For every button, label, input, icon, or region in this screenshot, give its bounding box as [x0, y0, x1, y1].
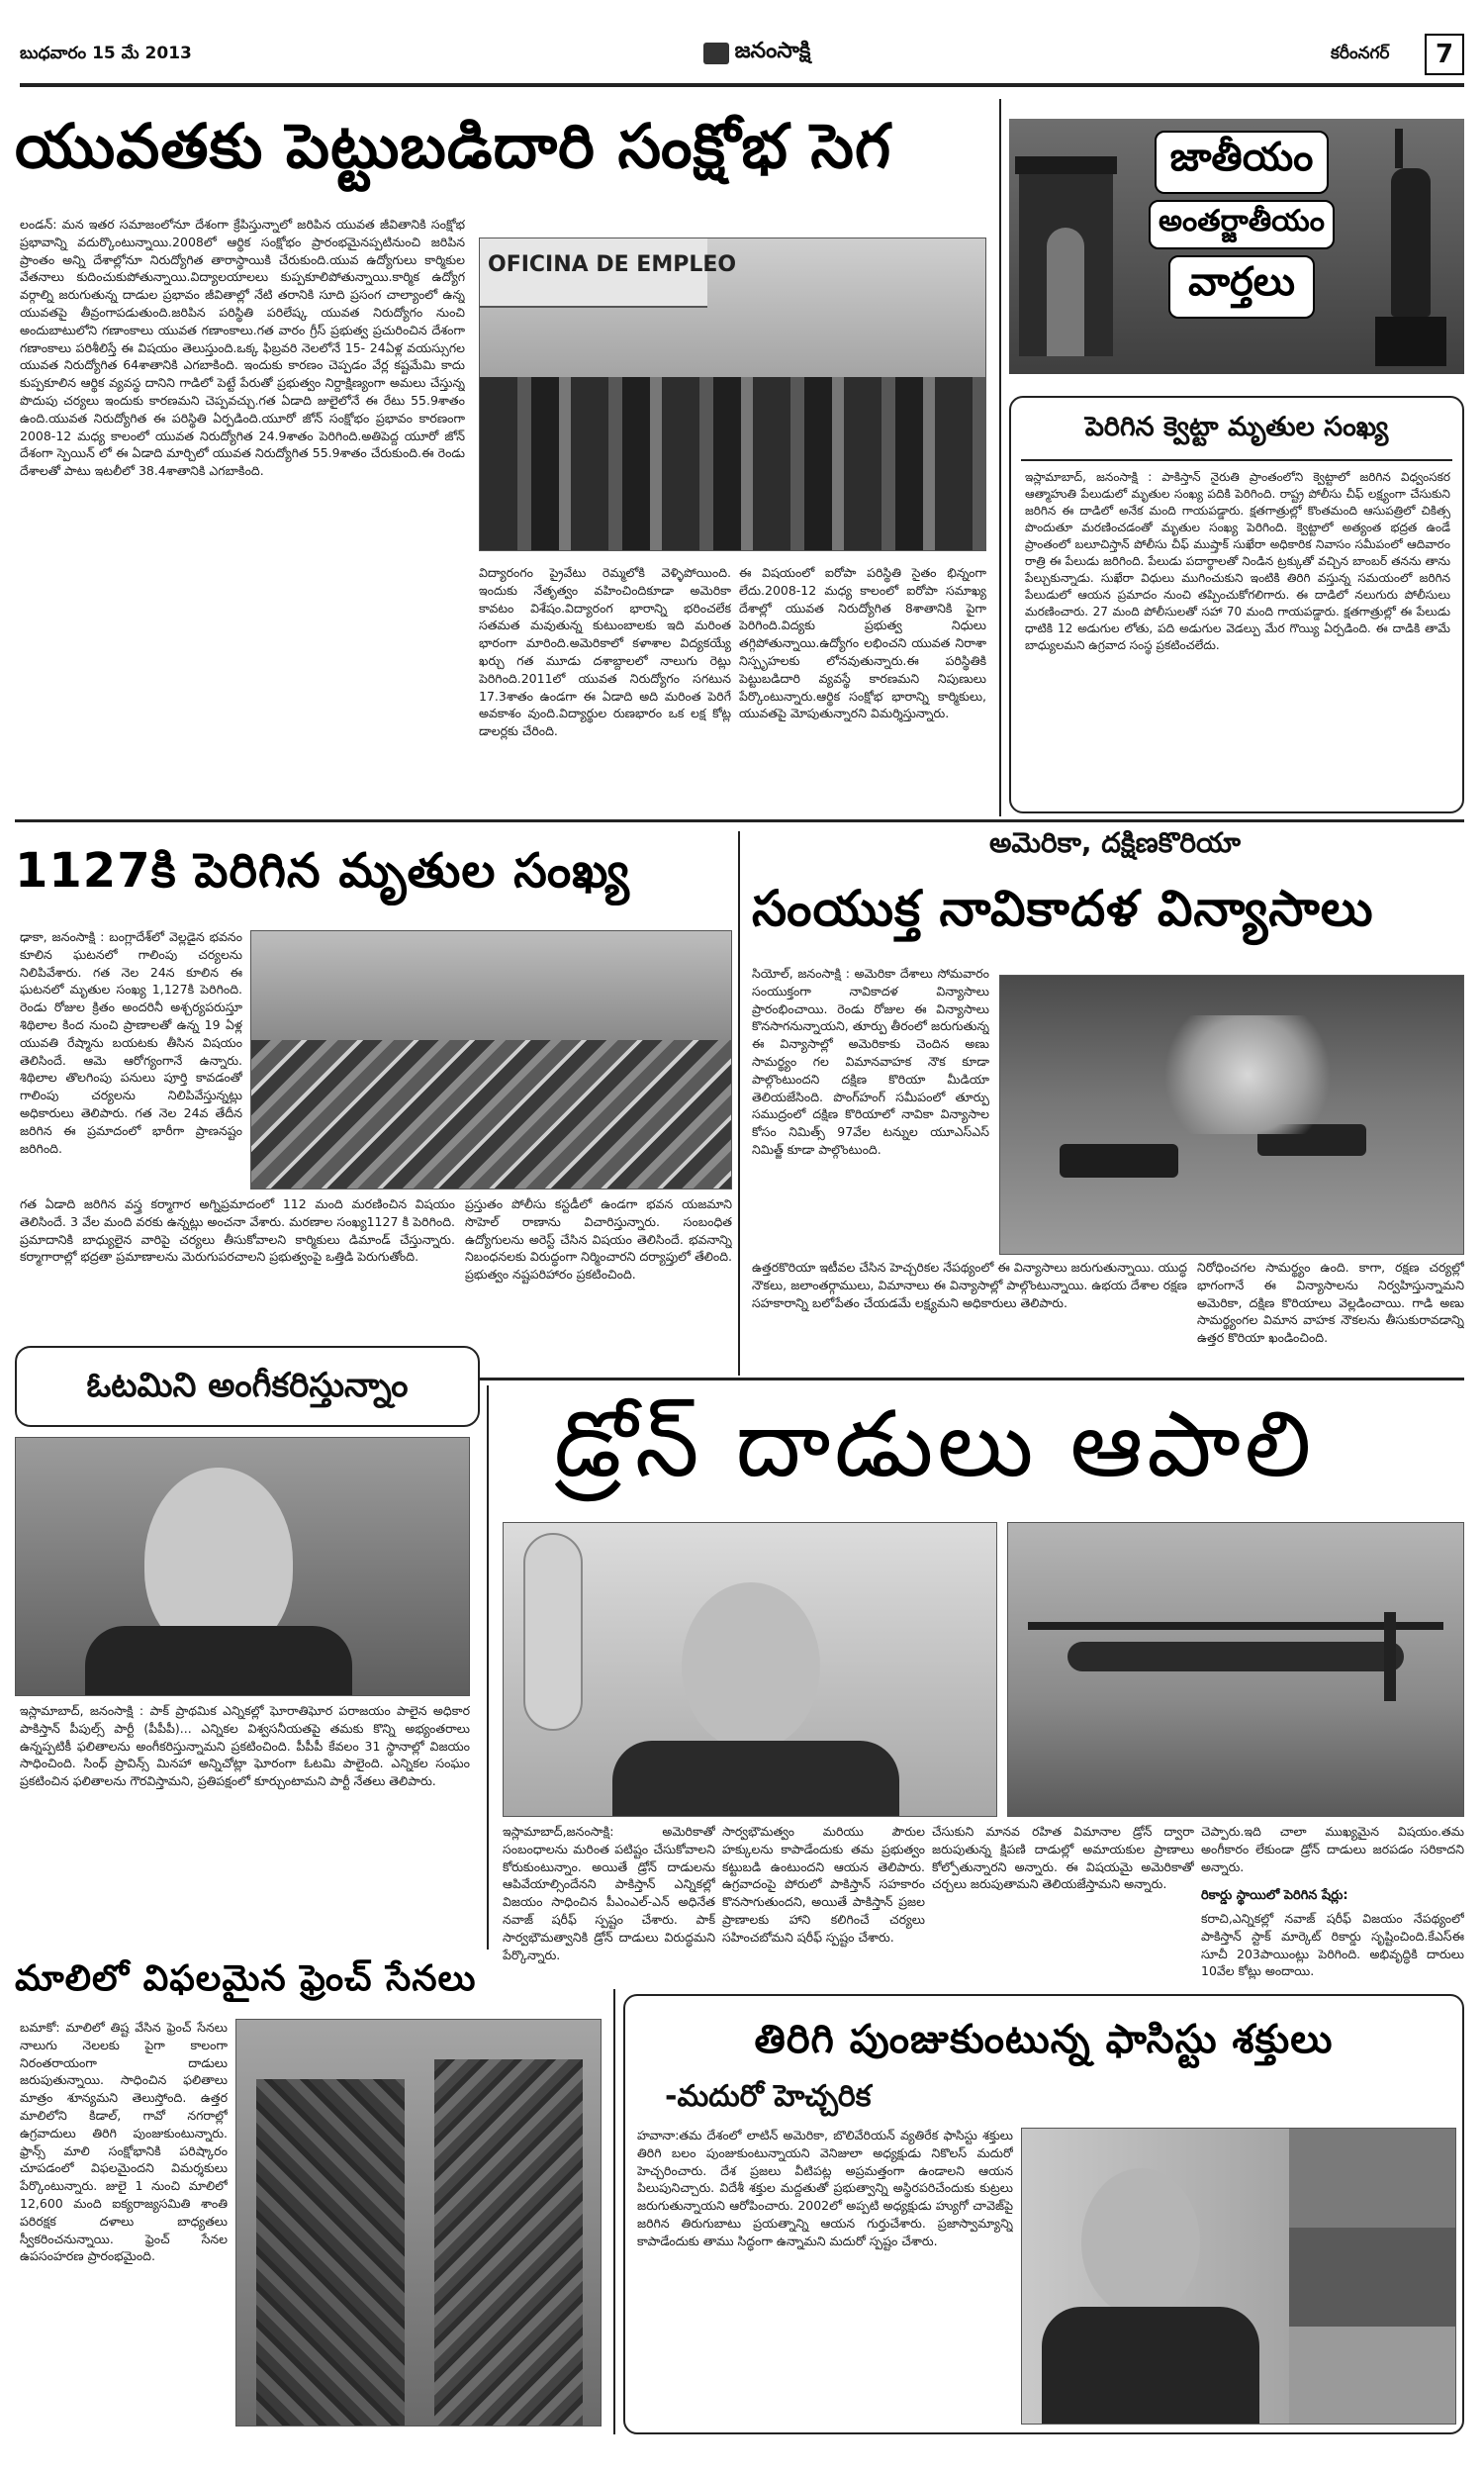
statue-of-liberty-icon	[1365, 129, 1454, 366]
drone-wing	[1028, 1622, 1443, 1630]
feature-box	[1009, 119, 1464, 374]
story1-col4: ఈ విషయంలో ఐరోపా పరిస్థితి సైతం భిన్నంగా లేదు.2008-12 మధ్య కాలంలో ఐరోపా సమాఖ్య దేశాల్లో యువత నిరుద్యోగిత 8శాతానికి పైగా పెరిగింది.విద్యకు ప్రభుత్వ నిధులు తగ్గిపోతున్నాయి.ఉద్యోగం లభించని యువత నిరాశా నిస్పృహలకు లోనవుతున్నారు.ఈ పరిస్థితికి పెట్టుబడిదారి వ్యవస్థే కారణమని నిపుణులు పేర్కొంటున్నారు.ఆర్థిక సంక్షోభ భారాన్ని కార్మికులు, యువతపై మోపుతున్నారని విమర్శిస్తున్నారు.	[739, 565, 986, 721]
story1-col3: విద్యారంగం ప్రైవేటు రెమ్మలోకి వెళ్ళిపోయింది. ఇందుకు నేతృత్వం వహించిందికూడా అమెరికా కావటం విశేషం.విద్యారంగ భారాన్ని భరించలేక సతమత మవుతున్న కుటుంబాలకు ఇది మరింత భారంగా మారింది.అమెరికాలో కళాశాల విద్యకయ్యే ఖర్చు గత మూడు దశాబ్దాలలో నాలుగు రెట్లు పెరిగింది.2011లో యువత నిరుద్యోగం సగటున 17.3శాతం ఉండగా ఈ ఏడాది అది మరింత పెరిగే అవకాశం వుంది.విద్యార్థుల రుణభారం ఒక లక్ష కోట్ల డాలర్లకు చేరింది.	[479, 565, 731, 739]
leader-suit	[612, 1741, 899, 1817]
masthead-title: జనంసాక్షి	[734, 39, 811, 63]
story2-headline: పెరిగిన క్వెట్టా మృతుల సంఖ్య	[1084, 412, 1389, 442]
photo-sign: OFICINA DE EMPLEO	[480, 238, 707, 308]
page-number: 7	[1435, 40, 1454, 69]
story7-body: బమాకో: మాలిలో తిష్ట వేసిన ఫ్రెంచ్ సేనలు నాలుగు నెలలకు పైగా కాలంగా నిరంతరాయంగా దాడులు జరుపుతున్నాయి. సాధించిన ఫలితాలు మాత్రం శూన్యమని తెలుస్తోంది. ఉత్తర మాలిలోని కిడాల్, గావో నగరాల్లో ఉగ్రవాదులు తిరిగి పుంజుకుంటున్నారు. ఫ్రాన్స్ మాలి సంక్షోభానికి పరిష్కారం చూపడంలో విఫలమైందని విమర్శకులు పేర్కొంటున్నారు. జులై 1 నుంచి మాలిలో 12,600 మంది ఐక్యరాజ్యసమితి శాంతి పరిరక్షక దళాలు బాధ్యతలు స్వీకరించనున్నాయి. ఫ్రెంచ్ సేనల ఉపసంహరణ ప్రారంభమైంది.	[20, 2020, 228, 2264]
story3-col2: గత ఏడాది జరిగిన వస్త్ర కర్మాగార అగ్నిప్రమాదంలో 112 మంది మరణించిన విషయం తెలిసిందే. 3 వేల మంది వరకు ఉన్నట్లు అంచనా వేశారు. మరణాల సంఖ్య1127 కి పెరిగింది. ప్రమాదానికి బాధ్యులైన వారిపై చర్యలు తీసుకోవాలని కార్మికులు డిమాండ్ చేస్తున్నారు. కర్మాగారాల్లో భద్రతా ప్రమాణాలను మెరుగుపరచాలని ప్రభుత్వంపై ఒత్తిడి పెరుగుతోంది.	[20, 1196, 455, 1265]
story6-headline: డ్రోన్ దాడులు ఆపాలి	[554, 1391, 1316, 1497]
feature-line1: జాతీయం	[1155, 131, 1330, 194]
drone-tail	[1384, 1612, 1396, 1701]
story8-body: హవానా:తమ దేశంలో లాటిన్ అమెరికా, బొలివేరియన్ వ్యతిరేక ఫాసిస్టు శక్తులు తిరిగి బలం పుంజుకుంటున్నాయని వెనిజులా అధ్యక్షుడు నికొలస్ మదురో హెచ్చరించారు. దేశ ప్రజలు వీటిపట్ల అప్రమత్తంగా ఉండాలని ఆయన పిలుపునిచ్చారు. విదేశీ శక్తుల మద్దతుతో ప్రభుత్వాన్ని అస్థిరపరిచేందుకు కుట్రలు జరుగుతున్నాయని ఆరోపించారు. 2002లో అప్పటి అధ్యక్షుడు హ్యుగో చావెజ్‌పై జరిగిన తిరుగుబాటు ప్రయత్నాన్ని ఆయన గుర్తుచేశారు. ప్రజాస్వామ్యాన్ని కాపాడేందుకు తాము సిద్ధంగా ఉన్నామని మదురో స్పష్టం చేశారు.	[637, 2128, 1013, 2248]
story3-column-rule	[738, 831, 740, 1376]
story3-photo	[250, 930, 732, 1189]
smoke-graphic	[1149, 1015, 1346, 1134]
story1-photo	[479, 238, 986, 551]
story6-photo-drone	[1007, 1522, 1464, 1817]
header-date: బుధవారం 15 మే 2013	[20, 44, 192, 63]
india-gate-icon	[1019, 139, 1113, 356]
story6-col3: చేసుకుని మానవ రహిత విమానాల డ్రోన్ ద్వారా జరుపుతున్న క్షిపణి దాడుల్లో అమాయకుల ప్రాణాలు కోల్పోతున్నారని అన్నారు. ఈ విషయమై అమెరికాతో చర్చలు జరుపుతామని తెలియజేస్తామని అన్నారు.	[932, 1824, 1194, 1892]
story4-col2: ఉత్తరకొరియా ఇటీవల చేసిన హెచ్చరికల నేపథ్యంలో ఈ విన్యాసాలు జరుగుతున్నాయి. యుద్ధ నౌకలు, జలాంతర్గాములు, విమానాలు ఈ విన్యాసాల్లో పాల్గొంటున్నాయి. ఉభయ దేశాల రక్షణ సహకారాన్ని బలోపేతం చేయడమే లక్ష్యమని అధికారులు తెలిపారు.	[752, 1260, 1187, 1310]
story4-col1: సియోల్, జనంసాక్షి : అమెరికా దేశాలు సోమవారం సంయుక్తంగా నావికాదళ విన్యాసాలు ప్రారంభించాయి. రెండు రోజుల ఈ విన్యాసాలు కొనసాగనున్నాయని, తూర్పు తీరంలో జరుగుతున్న ఈ విన్యాసాల్లో అమెరికాకు చెందిన అణు సామర్థ్యం గల విమానవాహక నౌక కూడా పాల్గొంటుందని దక్షిణ కొరియా మీడియా తెలియజేసింది. పొంగ్‌హంగ్ సమీపంలో తూర్పు సముద్రంలో దక్షిణ కొరియాలో నావికా విన్యాసాల కోసం నిమిత్స్‌ 97వేల టన్నుల యూఎస్ఎస్ నిమిత్జ్ కూడా పాల్గొంటుంది.	[752, 966, 989, 1157]
story1-column-rule	[999, 99, 1001, 816]
drone-body	[1067, 1642, 1404, 1671]
story5-photo	[15, 1437, 470, 1696]
story3-headline: 1127కి పెరిగిన మృతుల సంఖ్య	[15, 843, 630, 899]
story7-column-rule	[613, 1989, 615, 2434]
divider-1	[15, 819, 1464, 822]
story7-headline: మాలిలో విఫలమైన ఫ్రెంచ్ సేనలు	[15, 1958, 477, 1999]
masthead-logo	[653, 36, 861, 71]
masthead-icon	[703, 43, 729, 64]
soldier-right	[434, 2059, 583, 2426]
header-city: కరీంనగర్	[1331, 44, 1390, 63]
story8-box	[623, 1994, 1464, 2434]
rubble-graphic	[251, 1040, 732, 1189]
story6-photo-leader	[503, 1522, 997, 1817]
tank-graphic	[1060, 1144, 1178, 1178]
page-header	[20, 30, 1464, 79]
story5-body: ఇస్లామాబాద్, జనంసాక్షి : పాక్ ప్రాథమిక ఎన్నికల్లో ఘోరాతిఘోర పరాజయం పాలైన అధికార పాకిస్తాన్ పీపుల్స్ పార్టీ (పీపీపీ)... ఎన్నికల విశ్వసనీయతపై తమకు కొన్ని అభ్యంతరాలు ఉన్నప్పటికీ ఫలితాలను అంగీకరిస్తున్నామని ప్రకటించింది. పీపీపీ కేవలం 31 స్థానాల్లో విజయం సాధించింది. సింధ్ ప్రావిన్స్ మినహా అన్నిచోట్లా ఘోరంగా ఓటమి పాలైంది. ఎన్నికల సంఘం ప్రకటించిన ఫలితాలను గౌరవిస్తామని, ప్రతిపక్షంలో కూర్చుంటామని పార్టీ నేతలు తెలిపారు.	[20, 1703, 470, 1789]
story6-col4b: కరాచి,ఎన్నికల్లో నవాజ్ షరీఫ్ విజయం నేపథ్యంలో పాకిస్తాన్ స్టాక్ మార్కెట్ రికార్డు సృష్టించింది.కేఎస్ఈ సూచీ 203పాయింట్లు పెరిగింది. అభివృద్ధికి దారులు 10వేల కోట్లు అందాయి.	[1201, 1911, 1464, 1979]
story6-col2: సార్వభౌమత్వం మరియు పౌరుల హక్కులను కాపాడేందుకు తమ ప్రభుత్వం కట్టుబడి ఉంటుందని ఆయన తెలిపారు. ఉగ్రవాదంపై పోరులో పాకిస్తాన్ సహకారం కొనసాగుతుందని, అయితే పాకిస్తాన్ ప్రజల ప్రాణాలకు హాని కలిగించే చర్యలు సహించబోమని షరీఫ్ స్పష్టం చేశారు.	[722, 1824, 925, 1945]
story2-body: ఇస్లామాబాద్, జనంసాక్షి : పాకిస్తాన్ నైరుతి ప్రాంతంలోని క్వెట్టాలో జరిగిన విధ్వంసకర ఆత్మాహుతి పేలుడులో మృతుల సంఖ్య పదికి పెరిగింది. రాష్ట్ర పోలీసు చీఫ్ లక్ష్యంగా చేసుకుని జరిగిన ఈ దాడిలో అనేక మంది గాయపడ్డారు. క్షతగాత్రుల్లో కొంతమంది ఆసుపత్రిలో చికిత్స పొందుతూ మరణించడంతో మృతుల సంఖ్య పెరిగింది. క్వెట్టాలో అత్యంత భద్రత ఉండే ప్రాంతంలో బలూచిస్తాన్ పోలీసు చీఫ్ ముష్తాక్ సుఖేరా అధికారిక నివాసం సమీపంలో ఆదివారం రాత్రి ఈ పేలుడు జరిగింది. పేలుడు పదార్థాలతో నిండిన ట్రక్కుతో వచ్చిన బాంబర్ తనను తాను పేల్చుకున్నాడు. సుఖేరా విధులు ముగించుకుని ఇంటికి తిరిగి వస్తున్న సమయంలో జరిగిన పేలుడులో ఆయన ప్రమాదం నుంచి తప్పించుకోగలిగారు. ఈ దాడిలో నలుగురు పోలీసులు మరణించారు. 27 మంది పోలీసులతో సహా 70 మంది గాయపడ్డారు. క్షతగాత్రుల్లో ఈ పేలుడు ధాటికి 12 అడుగుల లోతు, పది అడుగుల వెడల్పు మేర గొయ్యి ఏర్పడింది. ఈ దాడికి తామే బాధ్యులమని ఉగ్రవాద సంస్థ ప్రకటించలేదు.	[1025, 470, 1450, 652]
story4-col3: నిరోధించగల సామర్థ్యం ఉంది. కాగా, రక్షణ చర్యల్లో భాగంగానే ఈ విన్యాసాలను నిర్వహిస్తున్నామని అమెరికా, దక్షిణ కొరియాలు వెల్లడించాయి. గాడి అణు సామర్థ్యంగల విమాన వాహక నౌకలను తీసుకురావడాన్ని ఉత్తర కొరియా ఖండించింది.	[1197, 1260, 1464, 1346]
story1-headline: యువతకు పెట్టుబడిదారి సంక్షోభ సెగ	[15, 110, 892, 182]
flag-graphic	[1289, 2129, 1456, 2425]
story5-headline: ఓటమిని అంగీకరిస్తున్నాం	[86, 1366, 409, 1405]
header-rule	[20, 83, 1464, 87]
leader-arm	[523, 1533, 583, 1731]
feature-line3: వార్తలు	[1168, 255, 1315, 319]
story8-headline: తిరిగి పుంజుకుంటున్న ఫాసిస్టు శక్తులు	[754, 2017, 1334, 2062]
story5-column-rule	[487, 1385, 489, 1950]
soldier-left	[256, 2079, 405, 2426]
story6-col4: చెప్పారు.ఇది చాలా ముఖ్యమైన విషయం.తమ అంగీకారం లేకుండా డ్రోన్ దాడులు జరపడం సరికాదని అన్నారు.	[1201, 1824, 1464, 1874]
leader-face	[682, 1582, 820, 1751]
story4-headline: సంయుక్త నావికాదళ విన్యాసాలు	[752, 880, 1374, 937]
story3-col1: ఢాకా, జనంసాక్షి : బంగ్లాదేశ్‌లో వెల్లడైన భవనం కూలిన ఘటనలో గాలింపు చర్యలను నిలిపివేశారు. గత నెల 24న కూలిన ఈ ఘటనలో మృతుల సంఖ్య 1,127కి పెరిగింది. రెండు రోజుల క్రితం అందరినీ అశ్చర్యపరుస్తూ శిథిలాల కింద నుంచి ప్రాణాలతో ఉన్న 19 ఏళ్ల యువతి రేష్మాను బయటకు తీసిన విషయం తెలిసిందే. ఆమె ఆరోగ్యంగానే ఉన్నారు. శిథిలాల తొలగింపు పనులు పూర్తి కావడంతో గాలింపు చర్యలను నిలిపివేస్తున్నట్లు అధికారులు తెలిపారు. గత నెల 24వ తేదీన జరిగిన ఈ ప్రమాదంలో భారీగా ప్రాణనష్టం జరిగింది.	[20, 929, 242, 1156]
story6-subhead: రికార్డు స్థాయిలో పెరిగిన షేర్లు:	[1201, 1888, 1348, 1903]
portrait-suit	[85, 1626, 352, 1696]
story4-kicker: అమెరికా, దక్షిణకొరియా	[989, 826, 1242, 859]
speaker-suit	[1042, 2307, 1259, 2425]
page-number-box	[1425, 34, 1464, 75]
speaker-face	[1081, 2168, 1200, 2317]
story5-title-box	[15, 1346, 480, 1427]
story8-photo	[1021, 2128, 1456, 2425]
story3-col3: ప్రస్తుతం పోలీసు కస్టడీలో ఉండగా భవన యజమాని సొహెల్ రాణాను విచారిస్తున్నారు. సంబంధిత ఉద్యోగులను అరెస్ట్ చేసిన విషయం తెలిసిందే. భవనాన్ని నిబంధనలకు విరుద్ధంగా నిర్మించారని దర్యాప్తులో తేలింది. ప్రభుత్వం నష్టపరిహారం ప్రకటించింది.	[465, 1196, 732, 1283]
story7-photo	[235, 2019, 602, 2426]
story2-rule	[1021, 459, 1452, 461]
story4-photo	[999, 975, 1464, 1255]
story8-subhead: -మదురో హెచ్చరిక	[665, 2079, 872, 2114]
story1-col1: లండన్: మన ఇతర సమాజంలోనూ దేశంగా క్రేపిస్తున్నాలో జరిపిన యువత జీవితానికి సంక్షోభ ప్రభావాన్ని వదుర్కొంటున్నాయి.2008లో ఆర్థిక సంక్షోభం ప్రారంభమైనప్పటినుంచి జరిపిన ప్రాంతం అన్ని దేశాల్లోనూ నిరుద్యోగిత తారాస్థాయికి చేరుకుంది.యువ ఉద్యోగులు కార్మికుల వేతనాలు కుదించుకుపోతున్నాయి.విద్యాలయాలలు కుప్పకూలిపోతున్నాయి.కార్మిక ఉద్యోగ వర్గాల్ని జరుగుతున్న దాడుల ప్రభావం జీవితాల్లో నేటి తరానికి సూది ప్రసంగ చాల్యాంలో ఉన్న యువతపై తీవ్రంగాపడుతుంది.జరిపిన పరిస్థితి పరిలేష్క యువత నిరుద్యోగం నుంచి అందుబాటులోని గణాంకాలు యువత గణాంకాలు.గత వారం గ్రీస్ ప్రభుత్వ ప్రచురించిన దేశంగా గణాంకాలు పరిశీలిస్తే ఈ విషయం తెలుస్తుంది.ఒక్క ఫిబ్రవరి నెలలోనే 15- 24ఏళ్ల వయస్సుగల యువత నిరుద్యోగిత 64శాతానికి ఎగబాకింది. ఇందుకు కారణం చెప్పడం వేర్ల కష్టమేమి కాదు కుప్పకూలిన ఆర్థిక వ్యవస్థ దానిని గాడిలో పెట్టే పేరుతో ప్రభుత్వం నిర్దాక్షిణ్యంగా అమలు చేస్తున్న పొదుపు చర్యలు ఇందుకు కారణమని చెప్పవచ్చు.గత ఏడాది జులైలోనే ఈ రేటు 55.9శాతం ఉంది.యువత నిరుద్యోగిత ఈ పరిస్థితి ఏర్పడింది.యూరో జోన్ సంక్షోభం ప్రభావం కారణంగా 2008-12 మధ్య కాలంలో యువత నిరుద్యోగిత 24.9శాతం పెరిగింది.అతిపెద్ద యూరో జోన్ దేశంగా స్పెయిన్ లో ఈ ఏడాది మార్చిలో యువత నిరుద్యోగిత 55.9శాతం చేరుకుంది.ఈ రెండు దేశాలతో పాటు ఇటలీలో 38.4శాతానికి ఎగబాకింది.	[20, 217, 465, 479]
story2-box	[1009, 396, 1464, 813]
photo-crowd	[480, 377, 986, 551]
story6-col1: ఇస్లామాబాద్,జనంసాక్షి: అమెరికాతో సంబంధాలను మరింత పటిష్టం చేసుకోవాలని కోరుకుంటున్నాం. అయితే డ్రోన్‌ దాడులను ఆపివేయాల్సిందేనని పాకిస్తాన్ ఎన్నికల్లో విజయం సాధించిన పీఎంఎల్‌-ఎన్‌ అధినేత నవాజ్‌ షరీఫ్‌ స్పష్టం చేశారు. పాక్ సార్వభౌమత్వానికి డ్రోన్‌ దాడులు విరుద్ధమని పేర్కొన్నారు.	[503, 1824, 715, 1962]
feature-title	[1118, 127, 1365, 364]
feature-line2: అంతర్జాతీయం	[1149, 200, 1335, 249]
